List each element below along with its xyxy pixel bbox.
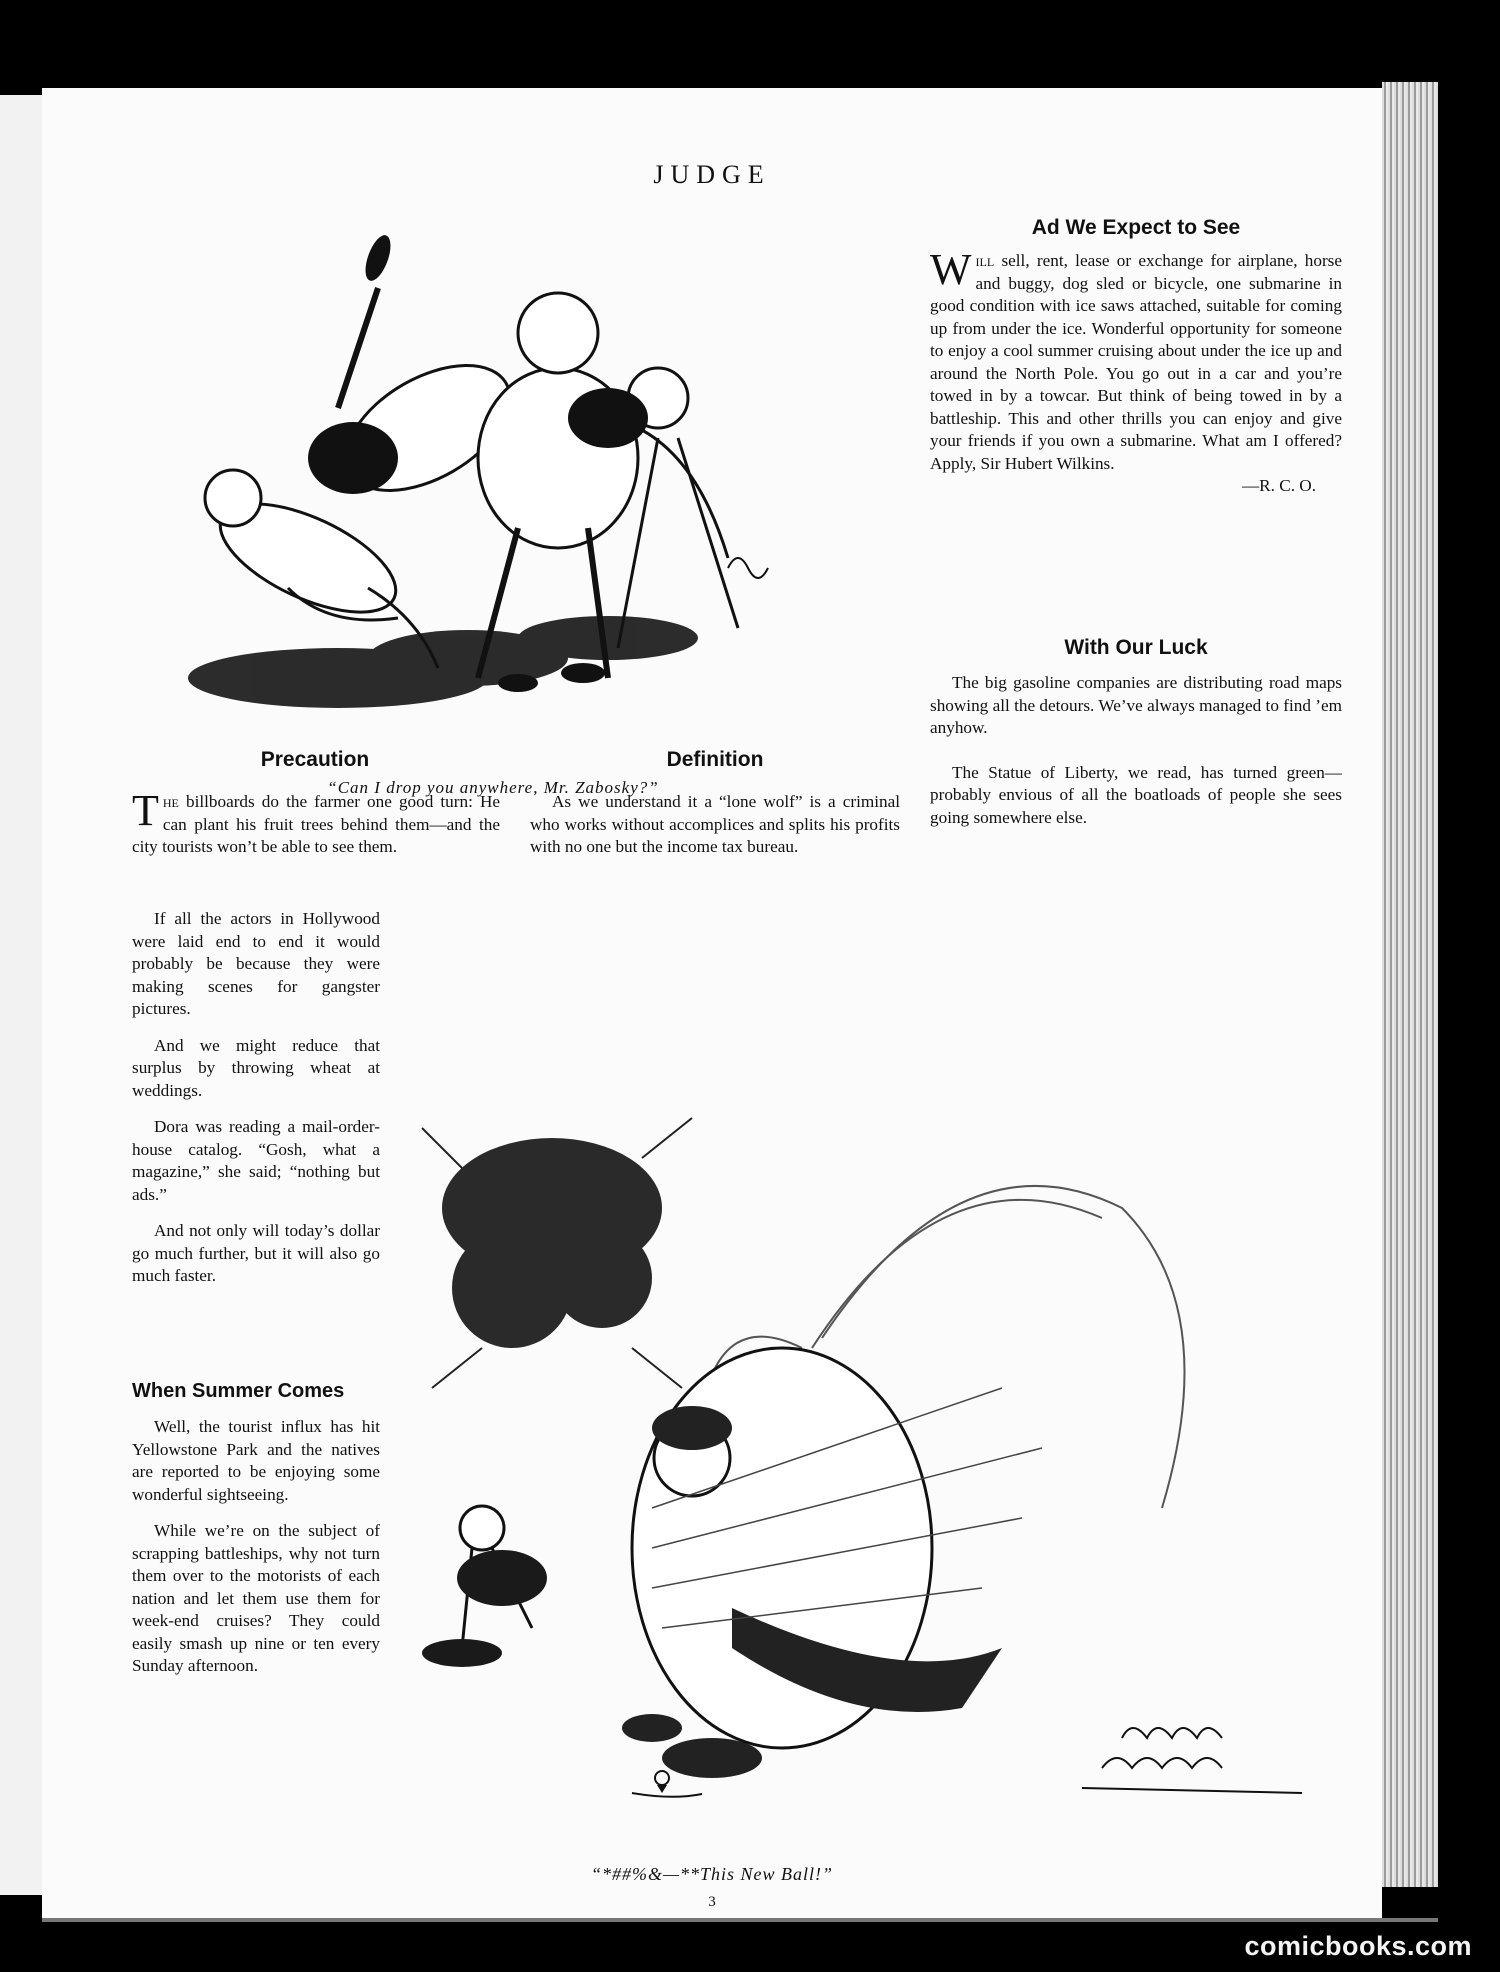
article-with-our-luck: [930, 672, 1342, 843]
dropcap-w: W: [930, 245, 972, 294]
ad-lead-word: ill: [975, 251, 995, 270]
article-when-summer-comes: [132, 1416, 380, 1692]
paragraph: And we might reduce that surplus by throwing wheat at weddings.: [132, 1035, 380, 1100]
page-stack-bottom: [42, 1918, 1438, 1922]
page-stack-edge: [1382, 82, 1438, 1887]
masthead: JUDGE: [653, 160, 771, 189]
paragraph: Well, the tourist influx has hit Yellowstone Park and the natives are reported to be enjoying some wonderful sightseeing.: [132, 1417, 380, 1504]
paragraph: As we understand it a “lone wolf” is a criminal who works without accomplices and splits his profits with no one but the income tax bureau.: [530, 792, 900, 856]
article-precaution: [132, 786, 500, 873]
heading-precaution: Precaution: [260, 748, 370, 771]
heading-ad-we-expect: Ad We Expect to See: [1031, 216, 1241, 239]
heading-definition: Definition: [666, 748, 764, 771]
heading-when-summer-comes: When Summer Comes: [132, 1380, 345, 1402]
paragraph: Dora was reading a mail-order-house catalog. “Gosh, what a magazine,” she said; “nothing but ads.”: [132, 1117, 380, 1204]
dropcap-t: T: [132, 786, 159, 835]
heading-with-our-luck: With Our Luck: [1064, 636, 1208, 659]
paragraph: While we’re on the subject of scrapping battleships, why not turn them over to the motorists of each nation and let them use them for week-end cruises? They could easily smash up nine or ten every Sunday afternoon.: [132, 1521, 380, 1675]
golfer-cartoon: [402, 1088, 1352, 1848]
left-column-jokes: [132, 908, 380, 1302]
site-watermark: comicbooks.com: [1244, 1931, 1472, 1961]
paragraph: If all the actors in Hollywood were laid end to end it would probably be because they were making scenes for gangster pictures.: [132, 909, 380, 1018]
paragraph: And not only will today’s dollar go much further, but it will also go much faster.: [132, 1221, 380, 1285]
ad-body: sell, rent, lease or exchange for airplane, horse and buggy, dog sled or bicycle, one submarine in good condition with ice saws attached, suitable for coming up from under the ice. Wonderful opportunity for someone to enjoy a cool summer cruising about under the ice up and around the North Pole. You go out in a car and you’re towed in by a towcar. But think of being towed in by a battleship. This and other thrills you can enjoy and give your friends if you own a submarine. What am I offered? Apply, Sir Hubert Wilkins.: [930, 251, 1342, 473]
article-ad-we-expect: [930, 245, 1342, 498]
ad-attribution: —R. C. O.: [1241, 476, 1316, 495]
top-cartoon-caption: “Can I drop you anywhere, Mr. Zabosky?”: [327, 778, 659, 797]
facing-page-edge: [0, 95, 42, 1895]
article-definition: [530, 791, 900, 873]
precaution-lead-word: he: [162, 792, 179, 811]
paragraph: The Statue of Liberty, we read, has turned green—probably envious of all the boatloads of people she sees going somewhere else.: [930, 762, 1342, 827]
page-number: 3: [708, 1894, 716, 1910]
paragraph: The big gasoline companies are distributing road maps showing all the detours. We’ve always managed to find ’em anyhow.: [930, 673, 1342, 737]
bottom-cartoon-caption: “*##%&—**This New Ball!”: [590, 1864, 834, 1884]
wrestling-cartoon: [138, 228, 848, 758]
magazine-page: [42, 88, 1382, 1918]
precaution-body: billboards do the farmer one good turn: He can plant his fruit trees behind them—and the city tourists won’t be able to see them.: [132, 792, 500, 856]
